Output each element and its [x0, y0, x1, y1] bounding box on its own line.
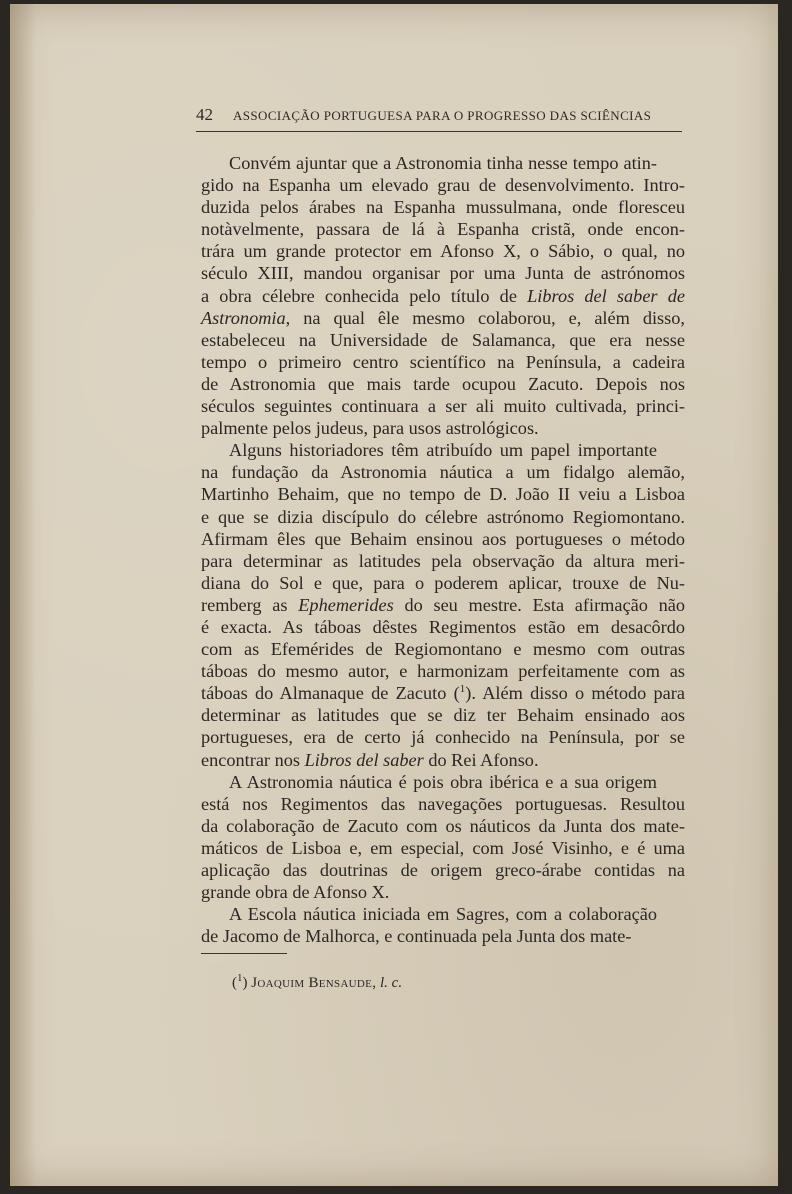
text-run: de Jacomo de Malhorca, e continuada pela Junta dos mate- [201, 926, 632, 947]
text-line [201, 903, 685, 925]
text-run: ). Além disso o método para [465, 683, 685, 704]
text-run: A Escola náutica iniciada em Sagres, com a colaboração [229, 904, 657, 925]
text-line [201, 373, 685, 395]
text-run: encontrar nos [201, 749, 305, 770]
text-line [201, 682, 685, 704]
italic-title: Astronomia [201, 307, 286, 328]
text-run: com as Efemérides de Regiomontano e mesmo com outras [201, 639, 685, 660]
text-run: estabeleceu na Universidade de Salamanca, que era nesse [201, 329, 685, 350]
text-line [201, 174, 685, 196]
text-line [201, 152, 685, 174]
text-run: táboas do Almanaque de Zacuto ( [201, 683, 460, 704]
text-line [201, 240, 685, 262]
text-line [201, 837, 685, 859]
text-run: século XIII, mandou organisar por uma Junta de astrónomos [201, 263, 685, 284]
text-run: está nos Regimentos das navegações portuguesas. Resultou [201, 793, 685, 814]
text-line [201, 196, 685, 218]
text-line [201, 262, 685, 284]
text-line [201, 771, 685, 793]
text-run: de Astronomia que mais tarde ocupou Zacuto. Depois nos [201, 373, 685, 394]
text-run: na fundação da Astronomia náutica a um fidalgo alemão, [201, 462, 685, 483]
text-line [201, 483, 685, 505]
footnote-author: Joaquim Bensaude, [251, 975, 377, 991]
text-run: Martinho Behaim, que no tempo de D. João II veiu a Lisboa [201, 484, 685, 505]
text-run: do seu mestre. Esta afirmação não [393, 594, 685, 615]
footnote-ref-marker: 1 [459, 683, 466, 696]
footnote: ($^1$) Joaquim Bensaude, l. c. [232, 972, 403, 991]
text-line [201, 749, 685, 771]
text-run: , na qual êle mesmo colaborou, e, além disso, [285, 307, 685, 328]
text-run: máticos de Lisboa e, em especial, com José Visinho, e é uma [201, 837, 685, 858]
paragraph [201, 903, 685, 947]
text-line [201, 506, 685, 528]
text-run: grande obra de Afonso X. [201, 882, 390, 903]
text-line [201, 550, 685, 572]
text-line [201, 704, 685, 726]
paragraph [201, 152, 685, 439]
text-run: aplicação das doutrinas de origem greco-árabe contidas na [201, 860, 685, 880]
text-run: a obra célebre conhecida pelo título de [201, 285, 528, 306]
text-run: da colaboração de Zacuto com os náuticos da Junta dos mate- [201, 815, 685, 836]
text-line [201, 572, 685, 594]
text-line [201, 859, 685, 881]
text-run: para determinar as latitudes pela observação da altura meri- [201, 550, 685, 571]
text-line [201, 528, 685, 550]
running-title: ASSOCIAÇÃO PORTUGUESA PARA O PROGRESSO DAS SCIÊNCIAS [233, 108, 652, 123]
text-line [201, 660, 685, 682]
text-line [201, 616, 685, 638]
text-line [201, 881, 685, 903]
text-run: séculos seguintes continuara a ser ali muito cultivada, princi- [201, 396, 685, 417]
text-line [201, 726, 685, 748]
text-run: palmente pelos judeus, para usos astrológicos. [201, 418, 539, 439]
body-text [201, 152, 685, 947]
text-run: trára um grande protector em Afonso X, o Sábio, o qual, no [201, 241, 685, 262]
page-edge-shadow [10, 4, 36, 1186]
text-run: A Astronomia náutica é pois obra ibérica e a sua origem [229, 771, 657, 792]
text-run: e que se dizia discípulo do célebre astrónomo Regiomontano. [201, 506, 685, 527]
text-line [201, 351, 685, 373]
text-run: Afirmam êles que Behaim ensinou aos portugueses o método [201, 528, 685, 549]
text-line [201, 329, 685, 351]
text-run: Alguns historiadores têm atribuído um papel importante [229, 440, 657, 461]
italic-title: Libros del saber [304, 749, 424, 770]
footnote-marker: 1 [237, 972, 243, 984]
text-run: notàvelmente, passara de lá à Espanha cristã, onde encon- [201, 219, 685, 240]
text-run: Convém ajuntar que a Astronomia tinha nesse tempo atin- [229, 153, 657, 173]
italic-title: Libros del saber de [527, 285, 685, 306]
header-rule [196, 131, 682, 132]
text-line [201, 395, 685, 417]
text-run: é exacta. As táboas dêstes Regimentos estão em desacôrdo [201, 616, 685, 637]
italic-title: Ephemerides [298, 594, 394, 615]
text-run: diana do Sol e que, para o poderem aplicar, trouxe de Nu- [201, 572, 685, 593]
footnote-rule [201, 953, 287, 954]
text-line [201, 417, 685, 439]
text-line [201, 638, 685, 660]
text-run: determinar as latitudes que se diz ter Behaim ensinado aos [201, 705, 685, 726]
text-run: duzida pelos árabes na Espanha mussulmana, onde floresceu [201, 197, 685, 218]
text-line [201, 793, 685, 815]
text-line [201, 925, 685, 947]
text-line [201, 815, 685, 837]
paragraph [201, 439, 685, 770]
text-line [201, 285, 685, 307]
text-run: portugueses, era de certo já conhecido na Península, por se [201, 727, 685, 748]
text-line [201, 307, 685, 329]
text-run: táboas do mesmo autor, e harmonizam perfeitamente com as [201, 661, 685, 682]
text-run: remberg as [201, 594, 299, 615]
paragraph [201, 771, 685, 904]
text-run: gido na Espanha um elevado grau de desenvolvimento. Intro- [201, 175, 685, 196]
text-run: do Rei Afonso. [423, 749, 539, 770]
running-header [188, 105, 683, 129]
page-number: 42 [196, 105, 213, 124]
text-line [201, 594, 685, 616]
text-line [201, 461, 685, 483]
text-run: tempo o primeiro centro scientífico na Península, a cadeira [201, 351, 685, 372]
text-line [201, 439, 685, 461]
text-line [201, 218, 685, 240]
footnote-reference: l. c. [380, 975, 403, 991]
